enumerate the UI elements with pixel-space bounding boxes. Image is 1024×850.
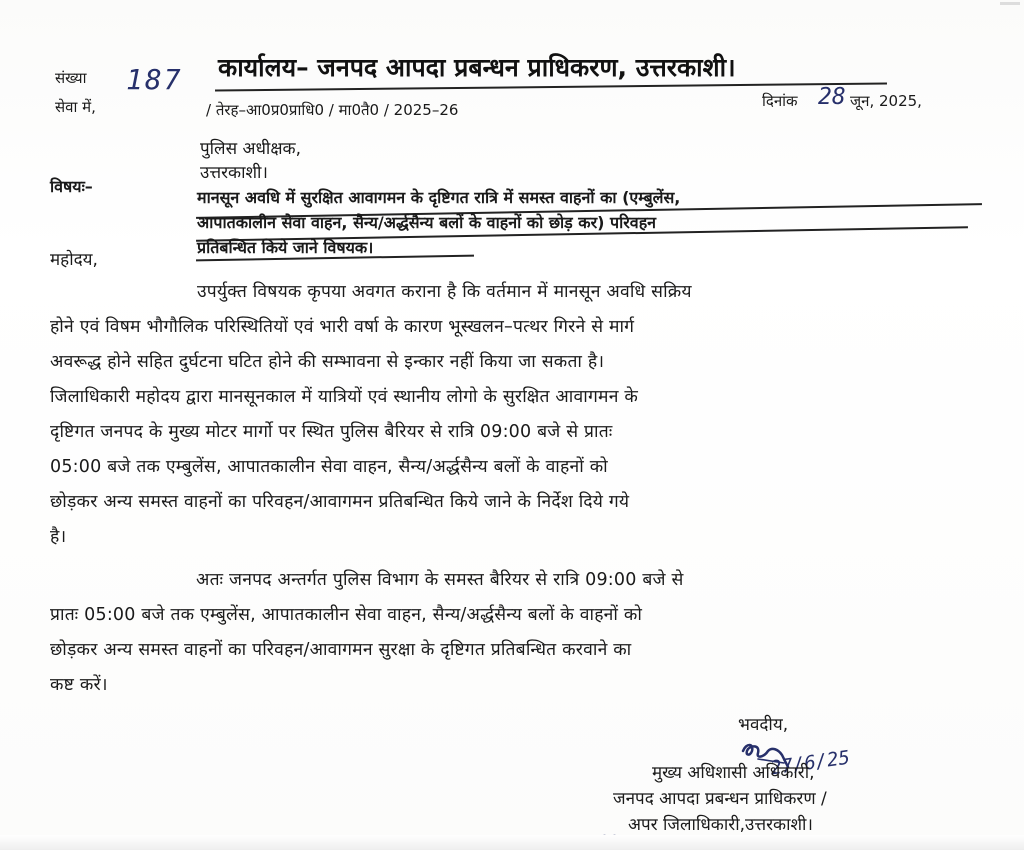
office-title: कार्यालय– जनपद आपदा प्रबन्धन प्राधिकरण, उत्तरकाशी। xyxy=(218,53,736,82)
paragraph-1-line-7: छोड़कर अन्य समस्त वाहनों का परिवहन/आवागमन प्रतिबन्धित किये जाने के निर्देश दिये गये xyxy=(50,492,630,512)
paragraph-2-line-2: प्रातः 05:00 बजे तक एम्बुलेंस, आपातकालीन सेवा वाहन, सैन्य/अर्द्धसैन्य बलों के वाहनों को xyxy=(50,605,643,625)
paragraph-2-line-4: कष्ट करें। xyxy=(50,675,108,695)
salutation: महोदय, xyxy=(50,250,98,270)
scan-artifact xyxy=(1000,2,1020,5)
designation-line-2: जनपद आपदा प्रबन्धन प्राधिकरण / xyxy=(613,789,827,809)
reference-number-handwritten: 187 xyxy=(126,63,183,96)
paragraph-2-line-3: छोड़कर अन्य समस्त वाहनों का परिवहन/आवागमन सुरक्षा के दृष्टिगत प्रतिबन्धित करवाने का xyxy=(50,640,632,660)
page-bottom-edge xyxy=(0,835,1024,850)
date-label: दिनांक xyxy=(762,92,798,110)
paragraph-1-line-2: होने एवं विषम भौगौलिक परिस्थितियों एवं भारी वर्षा के कारण भूस्खलन–पत्थर गिरने से मार्ग xyxy=(50,317,635,337)
reference-label: संख्या xyxy=(55,69,87,87)
paragraph-1-line-3: अवरूद्ध होने सहित दुर्घटना घटित होने की सम्भावना से इन्कार नहीं किया जा सकता है। xyxy=(50,352,605,372)
subject-line-3: प्रतिबन्धित किये जाने विषयक। xyxy=(197,238,374,257)
subject-line-2: आपातकालीन सेवा वाहन, सैन्य/अर्द्धसैन्य बलों के वाहनों को छोड़ कर) परिवहन xyxy=(197,213,657,232)
addressee-line-2: उत्तरकाशी। xyxy=(200,163,268,183)
reference-code: / तेरह–आ0प्र0प्राधि0 / मा0तै0 / 2025–26 xyxy=(206,101,459,119)
paragraph-1-line-8: है। xyxy=(50,527,67,547)
paragraph-1-line-5: दृष्टिगत जनपद के मुख्य मोटर मार्गो पर स्थित पुलिस बैरियर से रात्रि 09:00 बजे से प्रातः xyxy=(50,422,613,442)
designation-line-1: मुख्य अधिशासी अधिकारी, xyxy=(652,763,815,783)
paragraph-1-line-4: जिलाधिकारी महोदय द्वारा मानसूनकाल में यात्रियों एवं स्थानीय लोगो के सुरक्षित आवागमन के xyxy=(50,387,639,407)
signature-date-handwritten: 27/6/25 xyxy=(768,746,852,780)
subject-label: विषयः– xyxy=(50,177,93,196)
to-label: सेवा में, xyxy=(55,98,96,116)
designation-line-3: अपर जिलाधिकारी,उत्तरकाशी। xyxy=(628,815,813,835)
date-day-handwritten: 28 xyxy=(818,84,846,110)
paragraph-2-line-1: अतः जनपद अन्तर्गत पुलिस विभाग के समस्त बैरियर से रात्रि 09:00 बजे से xyxy=(196,570,684,590)
paragraph-1-line-6: 05:00 बजे तक एम्बुलेंस, आपातकालीन सेवा वाहन, सैन्य/अर्द्धसैन्य बलों के वाहनों को xyxy=(50,457,608,477)
date-month-year: जून, 2025, xyxy=(850,92,922,110)
closing-yours: भवदीय, xyxy=(738,715,789,735)
subject-line-1: मानसून अवधि में सुरक्षित आवागमन के दृष्टिगत रात्रि में समस्त वाहनों का (एम्बुलेंस, xyxy=(197,188,681,207)
paragraph-1-line-1: उपर्युक्त विषयक कृपया अवगत कराना है कि वर्तमान में मानसून अवधि सक्रिय xyxy=(197,282,692,302)
addressee-line-1: पुलिस अधीक्षक, xyxy=(200,139,301,159)
